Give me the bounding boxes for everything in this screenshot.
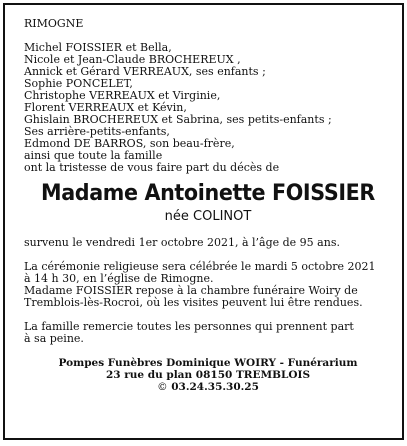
- thanks-paragraph: [24, 321, 392, 345]
- funeral-home-footer: [24, 357, 392, 393]
- maiden-name: née COLINOT: [164, 209, 252, 224]
- family-line: Michel FOISSIER et Bella,: [24, 41, 172, 54]
- thanks-line: La famille remercie toutes les personnes qui prennent part: [24, 320, 354, 333]
- family-line: Florent VERREAUX et Kévin,: [24, 101, 187, 114]
- family-line: ont la tristesse de vous faire part du décès de: [24, 161, 280, 174]
- family-line: Christophe VERREAUX et Virginie,: [24, 89, 221, 102]
- funeral-home-address: 23 rue du plan 08150 TREMBLOIS: [105, 369, 311, 381]
- family-line: Ghislain BROCHEREUX et Sabrina, ses petits-enfants ;: [24, 113, 332, 126]
- funeral-home-phone: 03.24.35.30.25: [171, 381, 259, 393]
- funeral-home-phone-row: [24, 381, 392, 393]
- family-line: Edmond DE BARROS, son beau-frère,: [24, 137, 235, 150]
- ceremony-line: Tremblois-lès-Rocroi, où les visites peuvent lui être rendues.: [24, 296, 363, 309]
- family-line: Ses arrière-petits-enfants,: [24, 125, 170, 138]
- funeral-home-name: Pompes Funèbres Dominique WOIRY - Funérarium: [58, 357, 358, 369]
- death-line: survenu le vendredi 1er octobre 2021, à l’âge de 95 ans.: [24, 236, 340, 249]
- thanks-line: à sa peine.: [24, 332, 84, 345]
- family-list: [24, 42, 392, 174]
- family-line: ainsi que toute la famille: [24, 149, 163, 162]
- ceremony-line: Madame FOISSIER repose à la chambre funéraire Woiry de: [24, 284, 358, 297]
- town-name: RIMOGNE: [24, 17, 84, 30]
- deceased-name: [35, 182, 381, 206]
- obituary-notice: [3, 3, 404, 440]
- deceased-given-name: Madame Antoinette: [41, 181, 266, 206]
- family-line: Sophie PONCELET,: [24, 77, 133, 90]
- family-line: Nicole et Jean-Claude BROCHEREUX ,: [24, 53, 241, 66]
- phone-icon: ©: [157, 381, 168, 393]
- deceased-surname: FOISSIER: [271, 181, 375, 206]
- ceremony-line: à 14 h 30, en l’église de Rimogne.: [24, 272, 214, 285]
- death-paragraph: [24, 237, 392, 249]
- ceremony-paragraph: [24, 261, 392, 309]
- ceremony-line: La cérémonie religieuse sera célébrée le mardi 5 octobre 2021: [24, 260, 376, 273]
- family-line: Annick et Gérard VERREAUX, ses enfants ;: [24, 65, 266, 78]
